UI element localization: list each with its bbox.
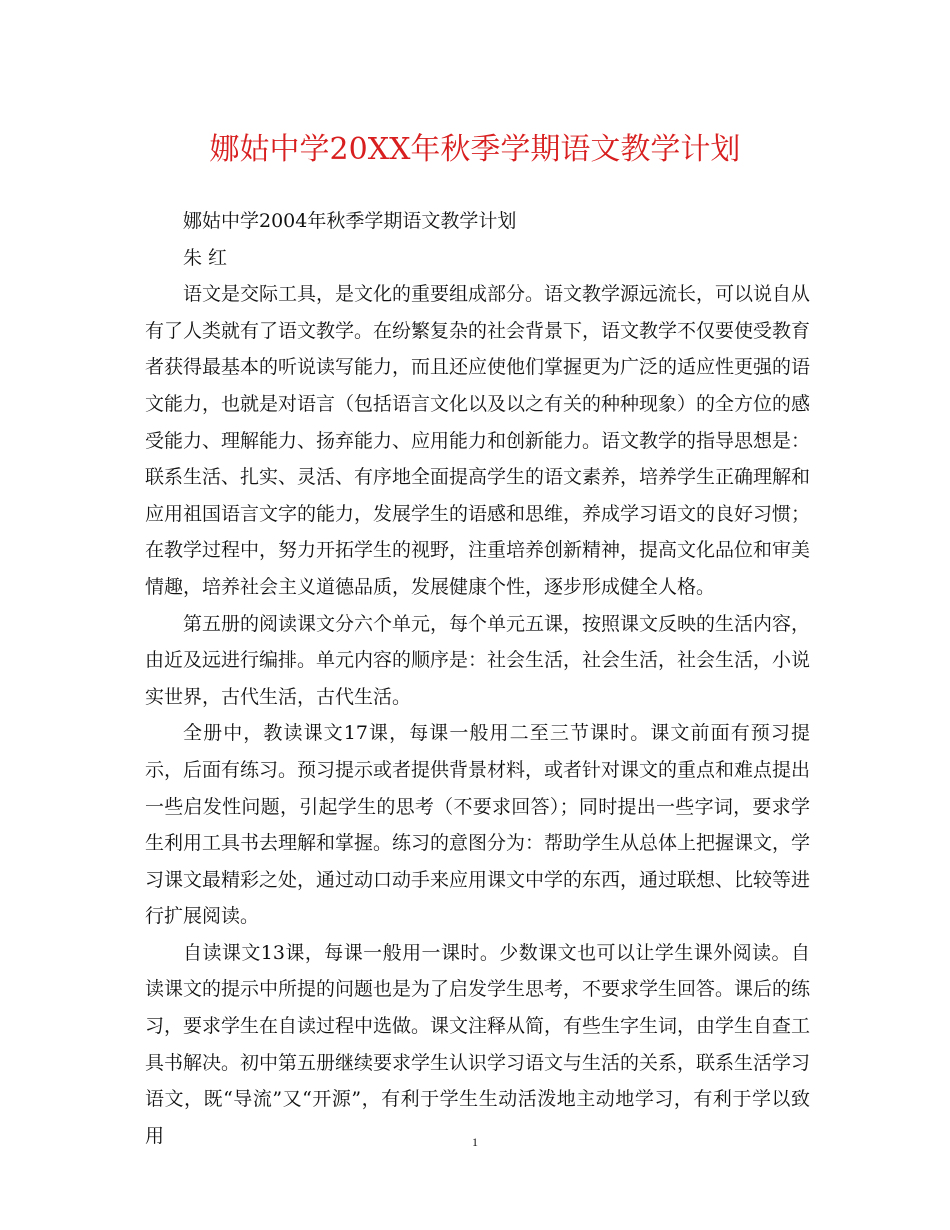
paragraph-teaching-lessons: 全册中，教读课文17课，每课一般用二至三节课时。课文前面有预习提示，后面有练习。预习提示或者提供背景材料，或者针对课文的重点和难点提出一些启发性问题，引起学生的思考（不要求回答）；同时提出一些字词，要求学生利用工具书去理解和掌握。练习的意图分为：帮助学生从总体上把握课文，学习课文最精彩之处，通过动口动手来应用课文中学的东西，通过联想、比较等进行扩展阅读。: [145, 722, 811, 928]
document-author: 朱 红: [183, 246, 228, 269]
paragraph-intro: 语文是交际工具，是文化的重要组成部分。语文教学源远流长，可以说自从有了人类就有了语文教学。在纷繁复杂的社会背景下，语文教学不仅要使受教育者获得最基本的听说读写能力，而且还应使他们掌握更为广泛的适应性更强的语文能力，也就是对语言（包括语言文化以及以之有关的种种现象）的全方位的感受能力、理解能力、扬弃能力、应用能力和创新能力。语文教学的指导思想是：联系生活、扎实、灵活、有序地全面提高学生的语文素养，培养学生正确理解和应用祖国语言文字的能力，发展学生的语感和思维，养成学习语文的良好习惯；在教学过程中，努力开拓学生的视野，注重培养创新精神，提高文化品位和审美情趣，培养社会主义道德品质，发展健康个性，逐步形成健全人格。: [145, 283, 811, 598]
paragraph-self-reading: 自读课文13课，每课一般用一课时。少数课文也可以让学生课外阅读。自读课文的提示中所提的问题也是为了启发学生思考，不要求学生回答。课后的练习，要求学生在自读过程中选做。课文注释从简，有些生字生词，由学生自查工具书解决。初中第五册继续要求学生认识学习语文与生活的关系，联系生活学习语文，既“导流”又“开源”，有利于学生生动活泼地主动地学习，有利于学以致用: [145, 941, 811, 1147]
page-number: 1: [472, 1135, 478, 1149]
document-body: [145, 203, 810, 1154]
paragraph-units: 第五册的阅读课文分六个单元，每个单元五课，按照课文反映的生活内容，由近及远进行编排。单元内容的顺序是：社会生活，社会生活，社会生活，小说实世界，古代生活，古代生活。: [145, 612, 811, 708]
document-subtitle: 娜姑中学2004年秋季学期语文教学计划: [183, 210, 517, 232]
document-title: 娜姑中学20XX年秋季学期语文教学计划: [209, 132, 741, 167]
